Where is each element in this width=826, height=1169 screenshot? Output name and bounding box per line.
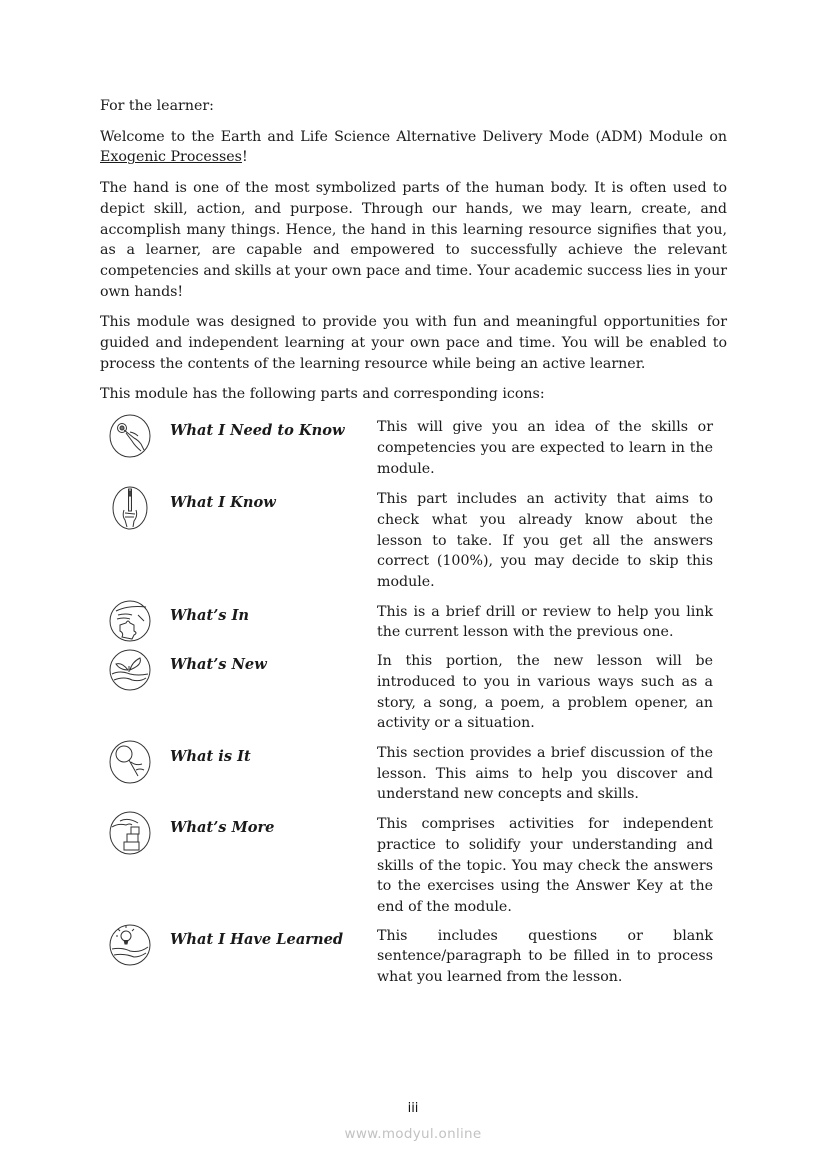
part-label: What’s More (170, 819, 275, 837)
part-description: This section provides a brief discussion of the lesson. This aims to help you discover and understand new concepts and skills. (377, 744, 713, 803)
hand-sprout-icon (108, 648, 152, 692)
design-paragraph: This module was designed to provide you with fun and meaningful opportunities for guided and independent learning at your own pace and time. You will be enabled to process the contents of the learning resource while being an active learner. (100, 314, 727, 372)
hand-stacking-blocks-icon (108, 811, 152, 855)
hand-lightbulb-icon (108, 923, 152, 967)
part-what-i-know (100, 489, 727, 593)
hand-magnifying-glass-icon (108, 740, 152, 784)
salutation: For the learner: (100, 98, 214, 114)
part-whats-in (100, 602, 727, 643)
part-description: This comprises activities for independent practice to solidify your understanding and skills of the topic. You may check the answers to the exercises using the Answer Key at the end of the module. (377, 816, 713, 915)
parts-intro: This module has the following parts and corresponding icons: (100, 386, 545, 403)
part-what-is-it (100, 743, 727, 805)
part-label: What I Need to Know (170, 422, 345, 440)
page-number: iii (407, 1101, 419, 1116)
welcome-paragraph (100, 127, 727, 168)
part-label: What I Have Learned (170, 930, 344, 948)
part-what-i-need-to-know (100, 417, 727, 479)
part-whats-new (100, 651, 727, 734)
welcome-text: Welcome to the Earth and Life Science Alternative Delivery Mode (ADM) Module on (100, 128, 727, 145)
part-what-i-have-learned (100, 926, 727, 988)
part-label: What’s New (170, 656, 267, 674)
hand-paragraph: The hand is one of the most symbolized parts of the human body. It is often used to depict skill, action, and purpose. Through our hands, we may learn, create, and accomplish many things. Hence, the hand in this learning resource signifies that you, as a learner, are capable and empowered to successfully achieve the relevant competencies and skills at your own pace and time. Your academic success lies in your own hands! (100, 180, 727, 300)
part-description: In this portion, the new lesson will be introduced to you in various ways such as a story, a song, a poem, a problem opener, an activity or a situation. (377, 653, 713, 732)
part-description: This part includes an activity that aims to check what you already know about the lesson to take. If you get all the answers correct (100%), you may decide to skip this module. (377, 491, 713, 591)
watermark: www.modyul.online (344, 1126, 482, 1142)
part-label: What is It (170, 747, 251, 765)
part-label: What’s In (170, 606, 250, 624)
hand-puzzle-piece-icon (108, 599, 152, 643)
hand-pointing-icon (108, 414, 152, 458)
welcome-exclamation: ! (241, 149, 248, 166)
hand-holding-pencil-icon (108, 486, 152, 530)
module-title: Exogenic Processes (100, 149, 242, 166)
part-whats-more (100, 814, 727, 918)
part-description: This is a brief drill or review to help you link the current lesson with the previous one. (377, 603, 713, 641)
part-description: This will give you an idea of the skills or competencies you are expected to learn in the module. (377, 419, 713, 477)
parts-list (100, 417, 727, 988)
part-description: This includes questions or blank sentence/paragraph to be filled in to process what you learned from the lesson. (377, 927, 713, 986)
document-page (100, 96, 727, 996)
part-label: What I Know (170, 494, 276, 512)
